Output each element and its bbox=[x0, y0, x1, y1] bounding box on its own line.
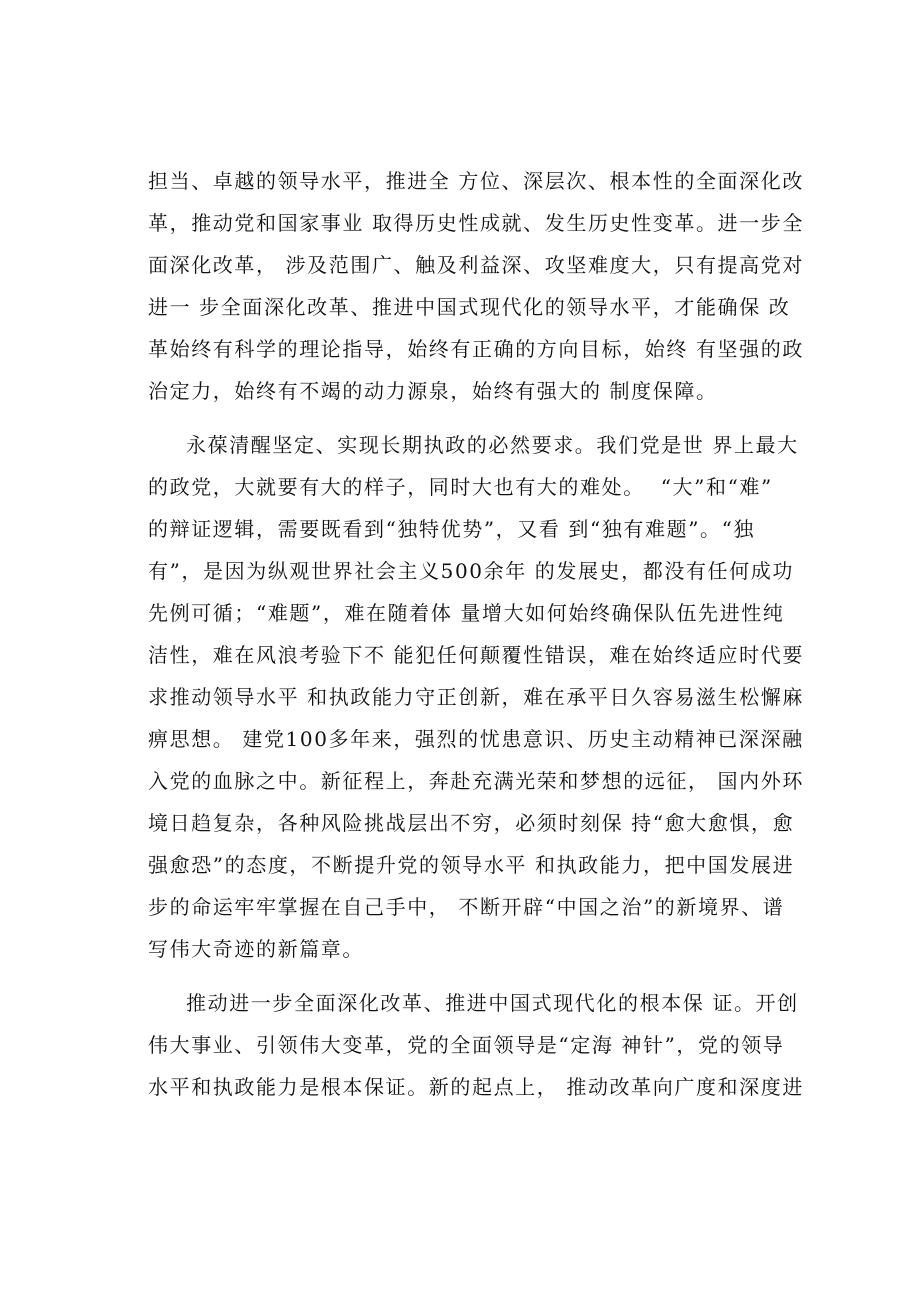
text-line: 洁性，难在风浪考验下不 能犯任何颠覆性错误，难在始终适应时代要 bbox=[148, 643, 804, 667]
text-line: 水平和执政能力是根本保证。新的起点上， 推动改革向广度和深度进 bbox=[148, 1075, 804, 1099]
text-line: 有”，是因为纵观世界社会主义500余年 的发展史，都没有任何成功 bbox=[148, 559, 794, 583]
text-line: 治定力，始终有不竭的动力源泉，始终有强大的 制度保障。 bbox=[148, 379, 718, 403]
text-line: 先例可循；“难题”，难在随着体 量增大如何始终确保队伍先进性纯 bbox=[148, 601, 785, 625]
paragraph-1 bbox=[148, 160, 808, 412]
text-line: 步的命运牢牢掌握在自己手中， 不断开辟“中国之治”的新境界、谱 bbox=[148, 895, 785, 919]
paragraph-gap bbox=[148, 412, 808, 424]
text-line: 伟大事业、引领伟大变革，党的全面领导是“定海 神针”，党的领导 bbox=[148, 1033, 785, 1057]
text-line: 求推动领导水平 和执政能力守正创新，难在承平日久容易滋生松懈麻 bbox=[148, 685, 804, 709]
text-line: 入党的血脉之中。新征程上，奔赴充满光荣和梦想的远征， 国内外环 bbox=[148, 769, 804, 793]
text-line: 的政党，大就要有大的样子，同时大也有大的难处。 “大”和“难” bbox=[148, 475, 773, 499]
text-line: 进一 步全面深化改革、推进中国式现代化的领导水平，才能确保 改 bbox=[148, 295, 791, 319]
paragraph-2 bbox=[148, 424, 808, 970]
text-line: 永葆清醒坚定、实现长期执政的必然要求。我们党是世 界上最大 bbox=[186, 433, 799, 457]
text-line: 推动进一步全面深化改革、推进中国式现代化的根本保 证。开创 bbox=[186, 991, 799, 1015]
text-line: 革始终有科学的理论指导，始终有正确的方向目标，始终 有坚强的政 bbox=[148, 337, 804, 361]
text-line: 的辩证逻辑，需要既看到“独特优势”，又看 到“独有难题”。“独 bbox=[148, 517, 756, 541]
text-line: 写伟大奇迹的新篇章。 bbox=[148, 937, 364, 961]
text-line: 强愈恐”的态度，不断提升党的领导水平 和执政能力，把中国发展进 bbox=[148, 853, 795, 877]
text-line: 境日趋复杂，各种风险挑战层出不穷，必须时刻保 持“愈大愈惧，愈 bbox=[148, 811, 795, 835]
body-text bbox=[148, 160, 808, 1108]
text-line: 革，推动党和国家事业 取得历史性成就、发生历史性变革。进一步全 bbox=[148, 211, 804, 235]
paragraph-3 bbox=[148, 982, 808, 1108]
text-line: 痹思想。 建党100多年来，强烈的忧患意识、历史主动精神已深深融 bbox=[148, 727, 804, 751]
text-line: 面深化改革， 涉及范围广、触及利益深、攻坚难度大，只有提高党对 bbox=[148, 253, 804, 277]
paragraph-gap bbox=[148, 970, 808, 982]
text-line: 担当、卓越的领导水平，推进全 方位、深层次、根本性的全面深化改 bbox=[148, 169, 804, 193]
